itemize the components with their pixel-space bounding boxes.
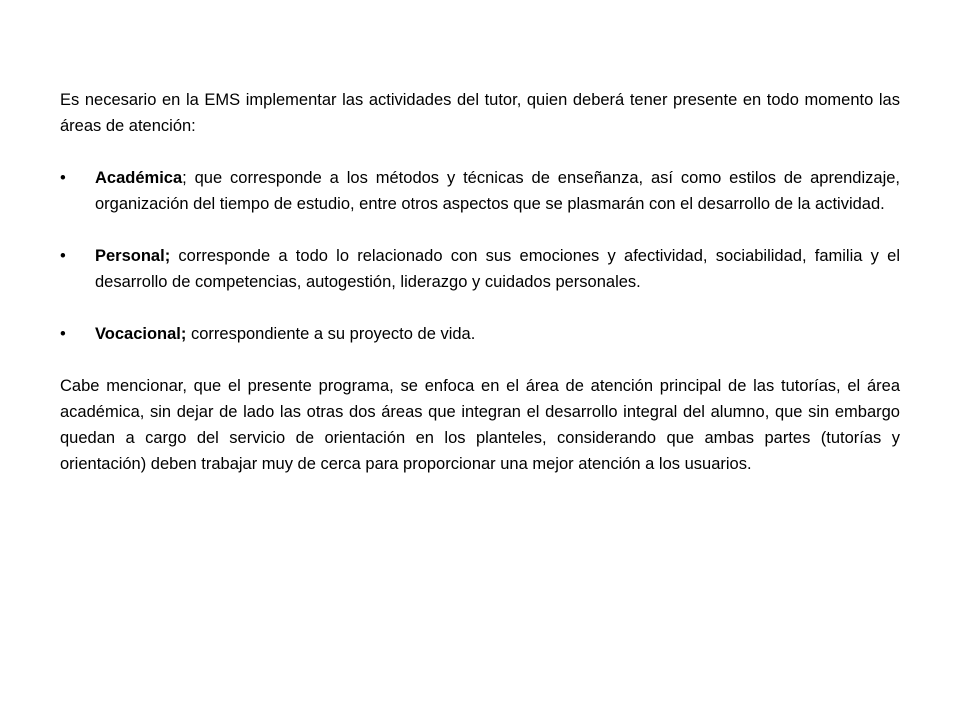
list-item-academica <box>60 165 900 217</box>
area-term: Vocacional; <box>95 325 187 343</box>
closing-paragraph: Cabe mencionar, que el presente programa, se enfoca en el área de atención principal de las tutorías, el área académica, sin dejar de lado las otras dos áreas que integran el desarrollo integral del alumno, que sin embargo quedan a cargo del servicio de orientación en los planteles, considerando que ambas partes (tutorías y orientación) deben trabajar muy de cerca para proporcionar una mejor atención a los usuarios. <box>60 377 900 473</box>
bullet-icon: • <box>60 247 66 265</box>
area-description: ; que corresponde a los métodos y técnicas de enseñanza, así como estilos de aprendizaje, organización del tiempo de estudio, entre otros aspectos que se plasmarán con el desarrollo de la actividad. <box>95 169 900 213</box>
area-description: corresponde a todo lo relacionado con sus emociones y afectividad, sociabilidad, familia y el desarrollo de competencias, autogestión, liderazgo y cuidados personales. <box>95 247 900 291</box>
bullet-icon: • <box>60 325 66 343</box>
bullet-icon: • <box>60 169 66 187</box>
list-item-vocacional <box>60 321 900 347</box>
area-term: Académica <box>95 169 183 187</box>
area-description: correspondiente a su proyecto de vida. <box>186 325 476 343</box>
slide-content <box>60 87 900 477</box>
intro-paragraph: Es necesario en la EMS implementar las actividades del tutor, quien deberá tener presente en todo momento las áreas de atención: <box>60 91 900 135</box>
area-term: Personal; <box>95 247 171 265</box>
attention-areas-list <box>60 165 900 347</box>
list-item-personal <box>60 243 900 295</box>
